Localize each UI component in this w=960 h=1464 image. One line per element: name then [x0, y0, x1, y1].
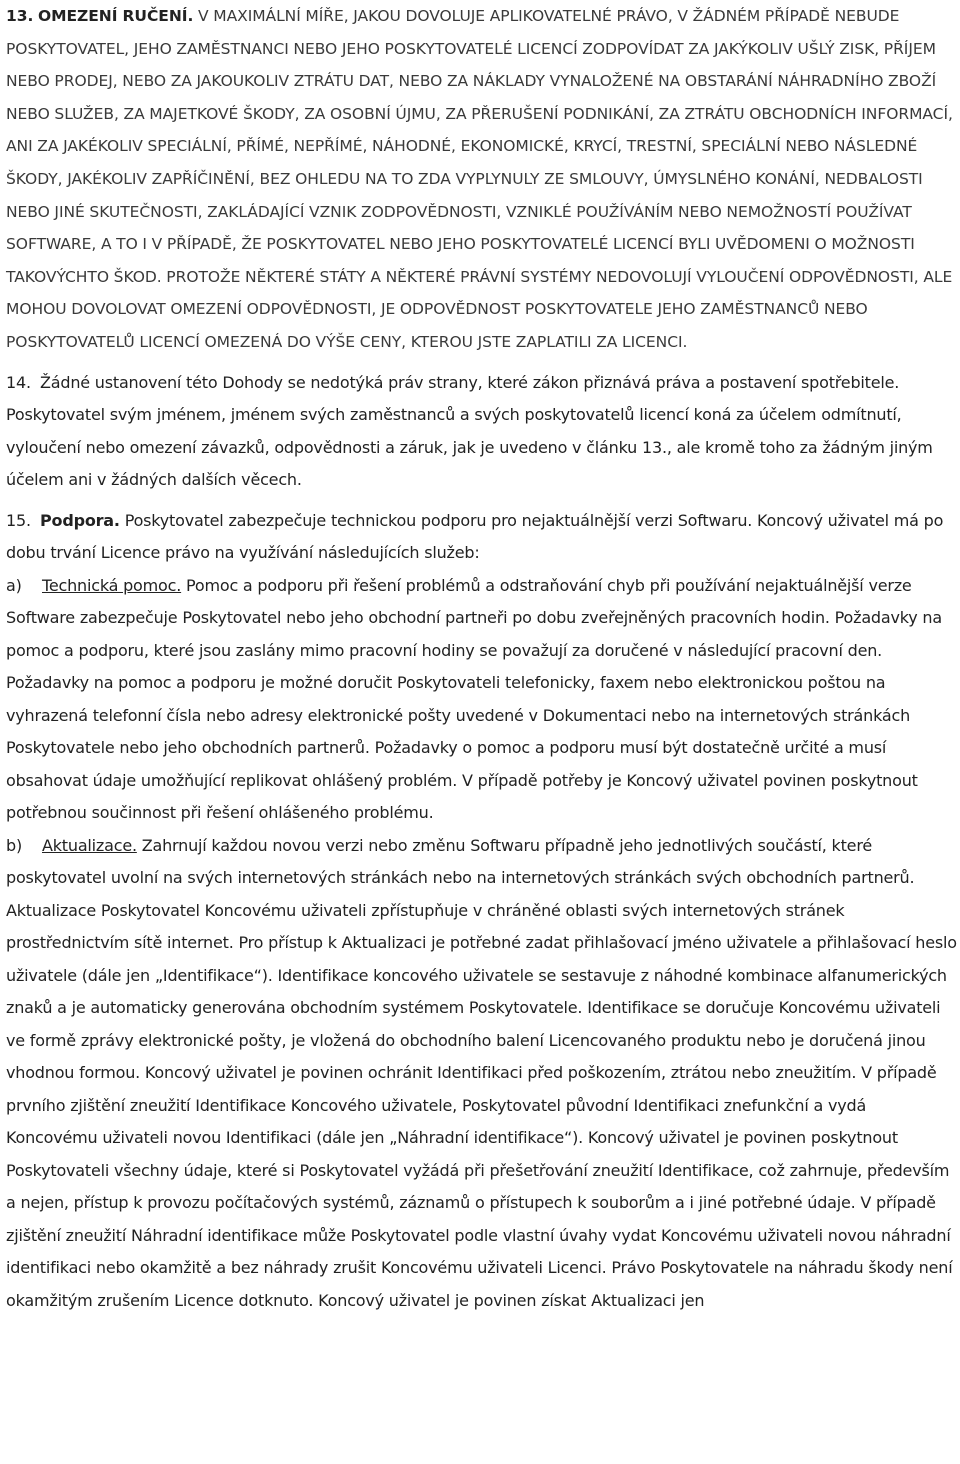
- subsection-b-text: Zahrnují každou novou verzi nebo změnu Softwaru případně jeho jednotlivých součástí, které poskytovatel uvolní na svých internetových stránkách nebo na internetových stránkách svých obchodních partnerů. Aktualizace Poskytovatel Koncovému uživateli zpřístupňuje v chráněné oblasti svých internetových stránek prostřednictvím sítě internet. Pro přístup k Aktualizaci je potřebné zadat přihlašovací jméno uživatele a přihlašovací heslo uživatele (dále jen „Identifikace“). Identifikace koncového uživatele se sestavuje z náhodné kombinace alfanumerických znaků a je automaticky generována obchodním systémem Poskytovatele. Identifikace se doručuje Koncovému uživateli ve formě zprávy elektronické pošty, je vložená do obchodního balení Licencovaného produktu nebo je doručená jinou vhodnou formou. Koncový uživatel je povinen ochránit Identifikaci před poškozením, ztrátou nebo zneužitím. V případě prvního zjištění zneužití Identifikace Koncového uživatele, Poskytovatel původní Identifikaci znefunkční a vydá Koncovému uživateli novou Identifikaci (dále jen „Náhradní identifikace“). Koncový uživatel je povinen poskytnout Poskytovateli všechny údaje, které si Poskytovatel vyžádá při přešetřování zneužití Identifikace, což zahrnuje, především a nejen, přístup k provozu počítačových systémů, záznamů o přístupech k souborům a i jiné potřebné údaje. V případě zjištění zneužití Náhradní identifikace může Poskytovatel podle vlastní úvahy vydat Koncovému uživateli novou náhradní identifikaci nebo okamžitě a bez náhrady zrušit Koncovému uživateli Licenci. Právo Poskytovatele na náhradu škody není okamžitým zrušením Licence dotknuto. Koncový uživatel je povinen získat Aktualizaci jen: [6, 835, 957, 1310]
- section-13-number: 13.: [6, 7, 34, 25]
- section-15-intro: Poskytovatel zabezpečuje technickou podporu pro nejaktuálnější verzi Softwaru. Koncový uživatel má po dobu trvání Licence právo na využívání následujících služeb:: [6, 510, 944, 563]
- section-13-text: V MAXIMÁLNÍ MÍŘE, JAKOU DOVOLUJE APLIKOVATELNÉ PRÁVO, V ŽÁDNÉM PŘÍPADĚ NEBUDE POSKYTOVATEL, JEHO ZAMĚSTNANCI NEBO JEHO POSKYTOVATELÉ LICENCÍ ZODPOVÍDAT ZA JAKÝKOLIV UŠLÝ ZISK, PŘÍJEM NEBO PRODEJ, NEBO ZA JAKOUKOLIV ZTRÁTU DAT, NEBO ZA NÁKLADY VYNALOŽENÉ NA OBSTARÁNÍ NÁHRADNÍHO ZBOŽÍ NEBO SLUŽEB, ZA MAJETKOVÉ ŠKODY, ZA OSOBNÍ ÚJMU, ZA PŘERUŠENÍ PODNIKÁNÍ, ZA ZTRÁTU OBCHODNÍCH INFORMACÍ, ANI ZA JAKÉKOLIV SPECIÁLNÍ, PŘÍMÉ, NEPŘÍMÉ, NÁHODNÉ, EKONOMICKÉ, KRYCÍ, TRESTNÍ, SPECIÁLNÍ NEBO NÁSLEDNÉ ŠKODY, JAKÉKOLIV ZAPŘÍČINĚNÍ, BEZ OHLEDU NA TO ZDA VYPLYNULY ZE SMLOUVY, ÚMYSLNÉHO KONÁNÍ, NEDBALOSTI NEBO JINÉ SKUTEČNOSTI, ZAKLÁDAJÍCÍ VZNIK ZODPOVĚDNOSTI, VZNIKLÉ POUŽÍVÁNÍM NEBO NEMOŽNOSTÍ POUŽÍVAT SOFTWARE, A TO I V PŘÍPADĚ, ŽE POSKYTOVATEL NEBO JEHO POSKYTOVATELÉ LICENCÍ BYLI UVĚDOMENI O MOŽNOSTI TAKOVÝCHTO ŠKOD. PROTOŽE NĚKTERÉ STÁTY A NĚKTERÉ PRÁVNÍ SYSTÉMY NEDOVOLUJÍ VYLOUČENÍ ODPOVĚDNOSTI, ALE MOHOU DOVOLOVAT OMEZENÍ ODPOVĚDNOSTI, JE ODPOVĚDNOST POSKYTOVATELE JEHO ZAMĚSTNANCŮ NEBO POSKYTOVATELŮ LICENCÍ OMEZENÁ DO VÝŠE CENY, KTEROU JSTE ZAPLATILI ZA LICENCI.: [6, 7, 953, 351]
- section-14-paragraph: [6, 367, 960, 497]
- subsection-b-letter: b): [6, 835, 22, 855]
- subsection-a-title: Technická pomoc.: [42, 575, 182, 595]
- subsection-b-heading: [6, 836, 137, 855]
- section-15-paragraph: [6, 505, 960, 1318]
- subsection-b-title: Aktualizace.: [42, 835, 137, 855]
- section-14-number: 14.: [6, 372, 31, 392]
- section-14-text: Žádné ustanovení této Dohody se nedotýká práv strany, které zákon přiznává práva a postavení spotřebitele. Poskytovatel svým jménem, jménem svých zaměstnanců a svých poskytovatelů licencí koná za účelem odmítnutí, vyloučení nebo omezení závazků, odpovědnosti a záruk, jak je uvedeno v článku 13., ale kromě toho za žádným jiným účelem ani v žádných dalších věcech.: [6, 372, 933, 490]
- section-13-paragraph: [6, 0, 960, 359]
- subsection-a-text: Pomoc a podporu při řešení problémů a odstraňování chyb při používání nejaktuálnější verze Software zabezpečuje Poskytovatel nebo jeho obchodní partneři po dobu zveřejněných pracovních hodin. Požadavky na pomoc a podporu, které jsou zaslány mimo pracovní hodiny se považují za doručené v následující pracovní den. Požadavky na pomoc a podporu je možné doručit Poskytovateli telefonicky, faxem nebo elektronickou poštou na vyhrazená telefonní čísla nebo adresy elektronické pošty uvedené v Dokumentaci nebo na internetových stránkách Poskytovatele nebo jeho obchodních partnerů. Požadavky o pomoc a podporu musí být dostatečně určité a musí obsahovat údaje umožňující replikovat ohlášený problém. V případě potřeby je Koncový uživatel povinen poskytnout potřebnou součinnost při řešení ohlášeného problému.: [6, 575, 942, 823]
- section-13-heading: OMEZENÍ RUČENÍ.: [38, 7, 194, 25]
- section-15-number: 15.: [6, 510, 31, 530]
- subsection-a-heading: [6, 576, 181, 595]
- section-15-heading: Podpora.: [40, 510, 120, 530]
- subsection-a-letter: a): [6, 575, 22, 595]
